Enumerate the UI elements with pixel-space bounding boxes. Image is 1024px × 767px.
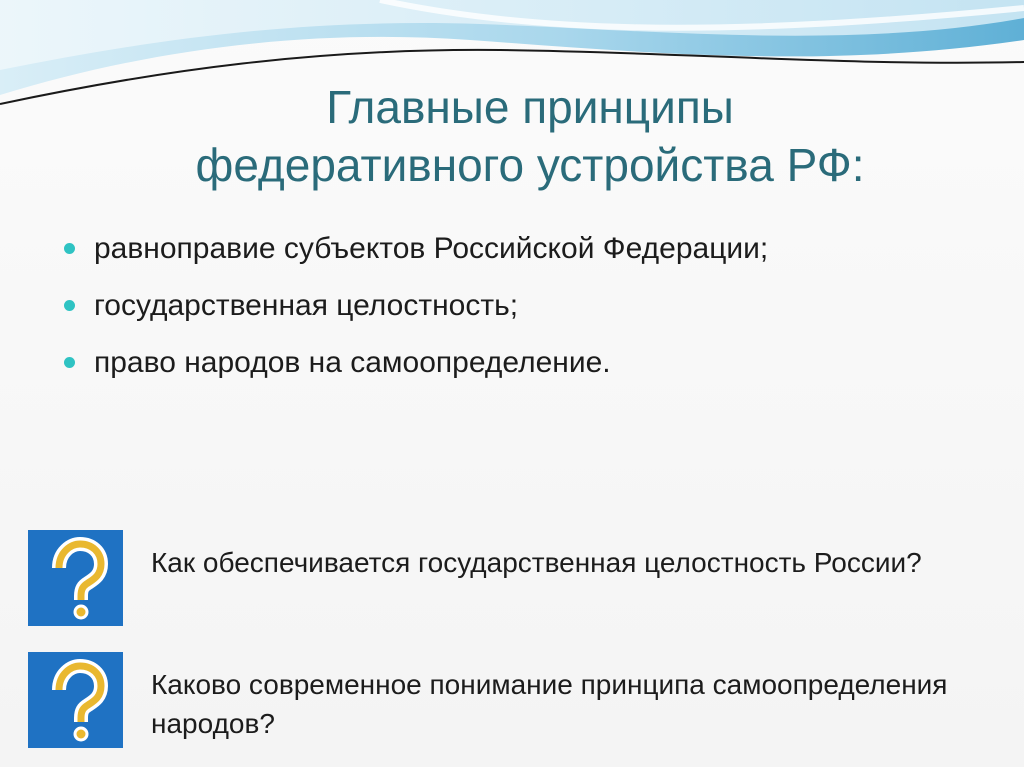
list-item — [64, 334, 964, 391]
question-block-1 — [28, 530, 988, 626]
list-item-text: государственная целостность; — [94, 289, 519, 322]
question-text: Каково современное понимание принципа самоопределения народов? — [151, 669, 948, 739]
question-mark-icon — [28, 652, 123, 748]
list-item-text: равноправие субъектов Российской Федерации; — [94, 232, 769, 265]
title-line-1: Главные принципы — [326, 81, 734, 133]
bullet-icon — [64, 300, 75, 311]
title-line-2: федеративного устройства РФ: — [195, 139, 865, 191]
bullet-icon — [64, 243, 75, 254]
question-block-2 — [28, 652, 988, 748]
list-item — [64, 277, 964, 334]
bullet-icon — [64, 357, 75, 368]
list-item-text: право народов на самоопределение. — [94, 346, 611, 379]
question-mark-icon — [28, 530, 123, 626]
list-item — [64, 220, 964, 277]
slide-title — [100, 78, 960, 194]
question-text: Как обеспечивается государственная целостность России? — [151, 547, 922, 578]
principles-list — [64, 220, 964, 391]
